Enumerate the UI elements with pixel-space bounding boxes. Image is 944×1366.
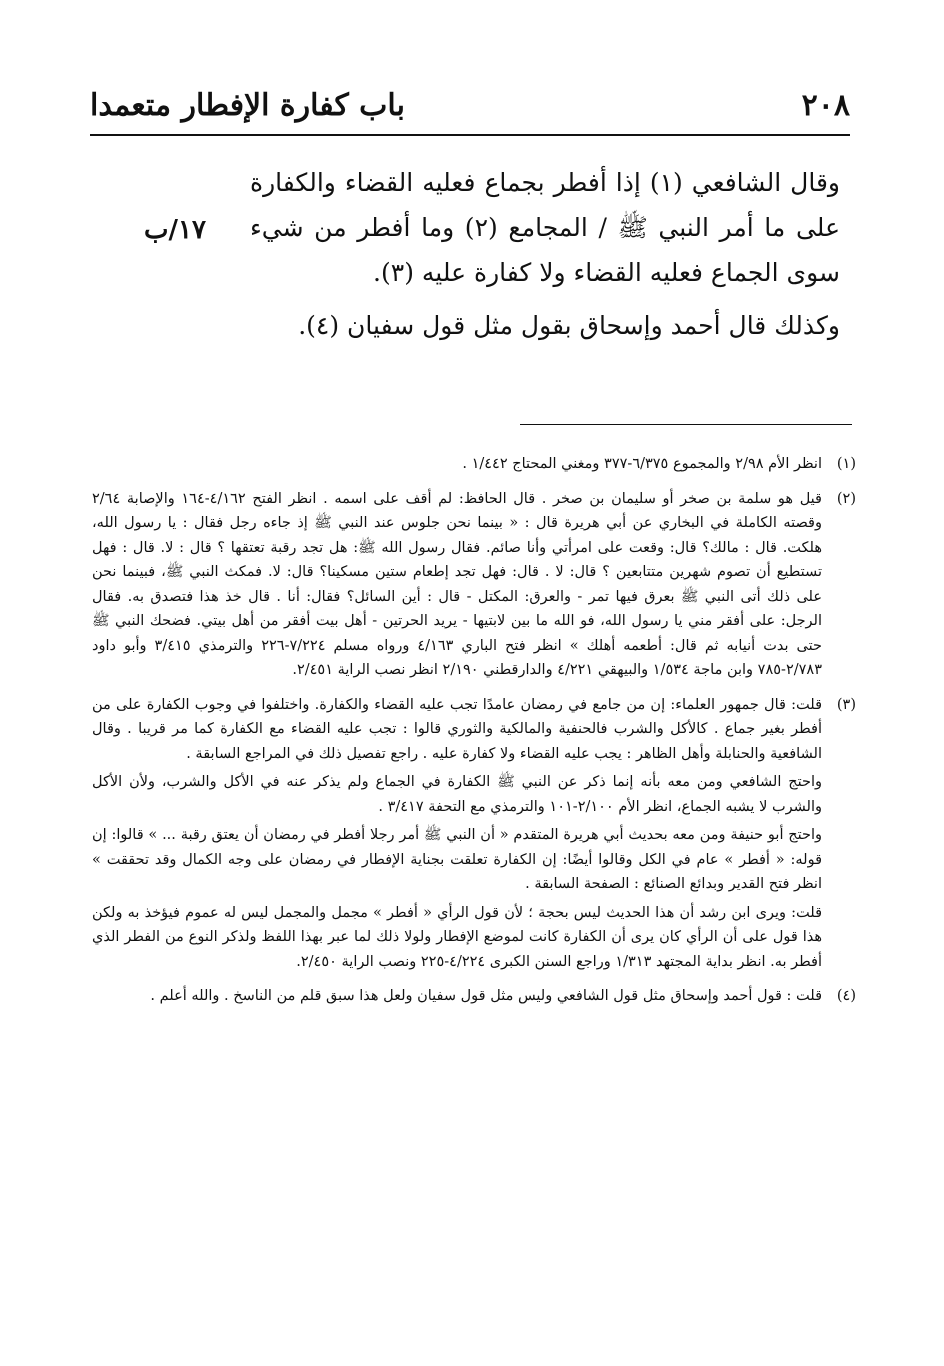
- main-text: [250, 160, 840, 356]
- footnote-number: (٣): [836, 696, 856, 713]
- footnote: [92, 487, 856, 687]
- footnote-paragraph: قلت : قول أحمد وإسحاق مثل قول الشافعي وليس مثل قول سفيان ولعل هذا سبق قلم من الناسخ . والله أعلم .: [150, 988, 822, 1004]
- manuscript-folio-marker: ١٧/ب: [144, 215, 206, 245]
- footnote: [92, 693, 856, 979]
- footnotes: [92, 452, 856, 1019]
- footnote-paragraph: واحتج الشافعي ومن معه بأنه إنما ذكر عن النبي ﷺ الكفارة في الجماع ولم يذكر عنه في الأكل والشرب، ولأن الأكل والشرب لا يشبه الجماع، انظر الأم ٢/١٠٠-١٠١ والترمذي مع التحفة ٣/٤١٧ .: [92, 774, 822, 815]
- footnote-paragraph: قيل هو سلمة بن صخر أو سليمان بن صخر . قال الحافظ: لم أقف على اسمه . انظر الفتح ٤/١٦٢-١٦٤ والإصابة ٢/٦٤ وقصته الكاملة في البخاري عن أبي هريرة قال : « بينما نحن جلوس عند النبي ﷺ إذ جاءه رجل فقال : يا رسول الله، هلكت. قال : مالك؟ قال: وقعت على امرأتي وأنا صائم. فقال رسول الله ﷺ: هل تجد رقبة تعتقها ؟ قال : لا. قال : فهل تستطيع أن تصوم شهرين متتابعين ؟ قال: لا . قال: فهل تجد إطعام ستين مسكينا؟ قال: لا. فمكث النبي ﷺ، فبينما نحن على ذلك أتى النبي ﷺ بعرق فيها تمر - والعرق: المكتل - قال : أين السائل؟ فقال: أنا . قال خذ هذا فتصدق به. فقال الرجل: على أفقر مني يا رسول الله، فو الله ما بين لابتيها - يريد الحرتين - أهل بيت أفقر من أهل بيتي. فضحك النبي ﷺ حتى بدت أنيابه ثم قال: أطعمه أهلك » انظر فتح الباري ٤/١٦٣ ورواه مسلم ٧/٢٢٤-٢٢٦ والترمذي ٣/٤١٥ وأبو داود ٢/٧٨٣-٧٨٥ وابن ماجة ١/٥٣٤ والبيهقي ٤/٢٢١ والدارقطني ٢/١٩٠ انظر نصب الراية ٢/٤٥١.: [92, 490, 822, 678]
- footnote-number: (٢): [836, 490, 856, 507]
- main-paragraph: وكذلك قال أحمد وإسحاق بقول مثل قول سفيان (٤).: [298, 311, 840, 340]
- footnote-body: [92, 487, 822, 687]
- footnote-body: [92, 452, 822, 481]
- footnote-body: [92, 693, 822, 979]
- footnote-paragraph: انظر الأم ٢/٩٨ والمجموع ٦/٣٧٥-٣٧٧ ومغني المحتاج ١/٤٤٢ .: [462, 456, 822, 472]
- footnote-number: (١): [836, 456, 856, 472]
- footnote-paragraph: واحتج أبو حنيفة ومن معه بحديث أبي هريرة المتقدم « أن النبي ﷺ أمر رجلا أفطر في رمضان أن يعتق رقبة ... » قالوا: إن قوله: « أفطر » عام في الكل وقالوا أيضًا: إن الكفارة تعلقت بجناية الإفطار في رمضان على وجه الكمال وقد تحققت » انظر فتح القدير وبدائع الصنائع : الصفحة السابقة .: [92, 827, 822, 892]
- page-number: ٢٠٨: [801, 88, 850, 123]
- main-paragraph: وقال الشافعي (١) إذا أفطر بجماع فعليه القضاء والكفارة على ما أمر النبي ﷺ / المجامع (٢) وما أفطر من شيء سوى الجماع فعليه القضاء ولا كفارة عليه (٣).: [250, 168, 840, 287]
- footnote-paragraph: قلت: قال جمهور العلماء: إن من جامع في رمضان عامدًا تجب عليه القضاء والكفارة. واختلفوا في وجوب الكفارة على من أفطر بغير جماع . كالأكل والشرب فالحنفية والمالكية والثوري قالوا : تجب عليه القضاء مع الكفارة كما مر قريبا . وقال الشافعية والحنابلة وأهل الظاهر : يجب عليه القضاء ولا كفارة عليه . راجع تفصيل ذلك في المراجع السابقة .: [92, 696, 822, 762]
- footnote-number: (٤): [836, 988, 856, 1004]
- footnote-separator: [520, 424, 852, 425]
- footnote-paragraph: قلت: ويرى ابن رشد أن هذا الحديث ليس بحجة ؛ لأن قول الرأي « أفطر » مجمل والمجمل ليس له عموم فيؤخذ به ولكن هذا قول على أن الرأي كان يرى أن الكفارة كانت لموضع الإفطار ولولا ذلك لما عبر بهذا اللفظ ولذكر النوع من الفطر الذي أفطر به. انظر بداية المجتهد ١/٣١٣ وراجع السنن الكبرى ٤/٢٢٤-٢٢٥ ونصب الراية ٢/٤٥٠.: [92, 904, 822, 970]
- footnote: [92, 452, 856, 481]
- page-header: [90, 84, 850, 136]
- chapter-title: باب كفارة الإفطار متعمدا: [90, 88, 405, 123]
- footnote-body: [92, 984, 822, 1013]
- footnote: [92, 984, 856, 1013]
